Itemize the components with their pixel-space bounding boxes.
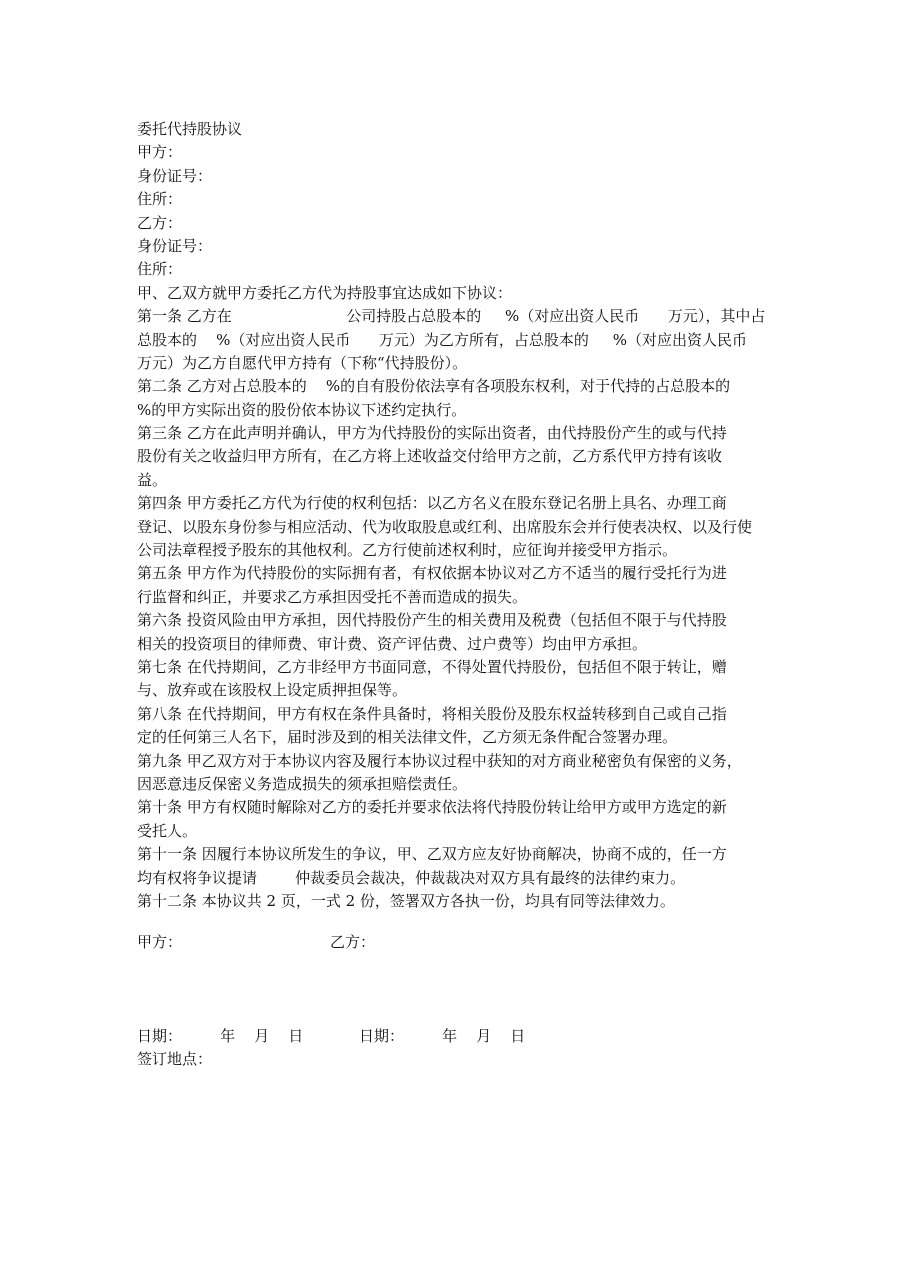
article-line: 因恶意违反保密义务造成损失的须承担赔偿责任。 xyxy=(137,774,468,793)
article-6 xyxy=(137,609,777,656)
article-line: 第三条 乙方在此声明并确认，甲方为代持股份的实际出资者，由代持股份产生的或与代持 xyxy=(137,424,727,443)
article-9 xyxy=(137,750,777,797)
article-line: 益。 xyxy=(137,470,168,489)
document-title: 委托代持股协议 xyxy=(137,120,243,138)
article-line: 受托人。 xyxy=(137,821,198,840)
article-12 xyxy=(137,890,777,913)
article-line: 均有权将争议提请 仲裁委员会裁决，仲裁裁决对双方具有最终的法律约束力。 xyxy=(137,868,686,887)
article-line: 第二条 乙方对占总股本的 %的自有股份依法享有各项股东权利，对于代持的占总股本的 xyxy=(137,377,731,396)
article-3 xyxy=(137,422,777,492)
article-line: 与、放弃或在该股权上设定质押担保等。 xyxy=(137,681,408,700)
party-b-signature-label: 乙方： xyxy=(330,933,376,951)
article-line: 第五条 甲方作为代持股份的实际拥有者，有权依据本协议对乙方不适当的履行受托行为进 xyxy=(137,564,727,583)
party-a-address-line: 住所： xyxy=(137,190,183,209)
party-b-date-line: 日期： 年 月 日 xyxy=(359,1027,526,1045)
article-line: 第十条 甲方有权随时解除对乙方的委托并要求依法将代持股份转让给甲方或甲方选定的新 xyxy=(137,798,727,817)
article-line: 第十二条 本协议共 2 页，一式 2 份，签署双方各执一份，均具有同等法律效力。 xyxy=(137,891,675,910)
article-line: 行监督和纠正，并要求乙方承担因受托不善而造成的损失。 xyxy=(137,587,528,606)
article-line: 定的任何第三人名下，届时涉及到的相关法律文件，乙方须无条件配合签署办理。 xyxy=(137,728,678,747)
article-10 xyxy=(137,796,777,843)
article-8 xyxy=(137,703,777,750)
party-b-id-line: 身份证号： xyxy=(137,236,213,255)
preamble: 甲、乙双方就甲方委托乙方代为持股事宜达成如下协议： xyxy=(137,283,513,302)
article-line: 第七条 在代持期间，乙方非经甲方书面同意，不得处置代持股份，包括但不限于转让，赠 xyxy=(137,657,727,676)
party-a-name-line: 甲方： xyxy=(137,143,183,162)
article-1 xyxy=(137,305,777,375)
party-b-address-line: 住所： xyxy=(137,260,183,279)
article-line: 第八条 在代持期间，甲方有权在条件具备时，将相关股份及股东权益转移到自己或自己指 xyxy=(137,704,727,723)
article-line: 股份有关之收益归甲方所有，在乙方将上述收益交付给甲方之前，乙方系代甲方持有该收 xyxy=(137,447,723,466)
article-line: 登记、以股东身份参与相应活动、代为收取股息或红利、出席股东会并行使表决权、以及行使 xyxy=(137,517,753,536)
party-a-signature-label: 甲方： xyxy=(137,933,183,951)
party-a-date-line: 日期： 年 月 日 xyxy=(137,1027,304,1045)
article-line: 第一条 乙方在 公司持股占总股本的 %（对应出资人民币 万元），其中占 xyxy=(137,307,766,326)
article-2 xyxy=(137,375,777,422)
article-7 xyxy=(137,656,777,703)
article-line: 公司法章程授予股东的其他权利。乙方行使前述权利时，应征询并接受甲方指示。 xyxy=(137,541,678,560)
article-line: 第四条 甲方委托乙方代为行使的权利包括：以乙方名义在股东登记名册上具名、办理工商 xyxy=(137,494,727,513)
signing-place-label: 签订地点： xyxy=(137,1050,213,1068)
article-line: 第十一条 因履行本协议所发生的争议，甲、乙双方应友好协商解决，协商不成的，任一方 xyxy=(137,845,727,864)
party-a-id-line: 身份证号： xyxy=(137,166,213,185)
article-line: 万元）为乙方自愿代甲方持有（下称“代持股份）。 xyxy=(137,353,468,372)
agreement-body xyxy=(137,118,777,913)
article-line: 第九条 甲乙双方对于本协议内容及履行本协议过程中获知的对方商业秘密负有保密的义务， xyxy=(137,751,742,770)
article-line: 相关的投资项目的律师费、审计费、资产评估费、过户费等）均由甲方承担。 xyxy=(137,634,648,653)
party-b-name-line: 乙方： xyxy=(137,213,183,232)
article-line: %的甲方实际出资的股份依本协议下述约定执行。 xyxy=(137,400,467,419)
article-4 xyxy=(137,492,777,562)
article-line: 总股本的 %（对应出资人民币 万元）为乙方所有，占总股本的 %（对应出资人民币 xyxy=(137,330,748,349)
article-5 xyxy=(137,562,777,609)
article-line: 第六条 投资风险由甲方承担，因代持股份产生的相关费用及税费（包括但不限于与代持股 xyxy=(137,611,727,630)
article-11 xyxy=(137,843,777,890)
